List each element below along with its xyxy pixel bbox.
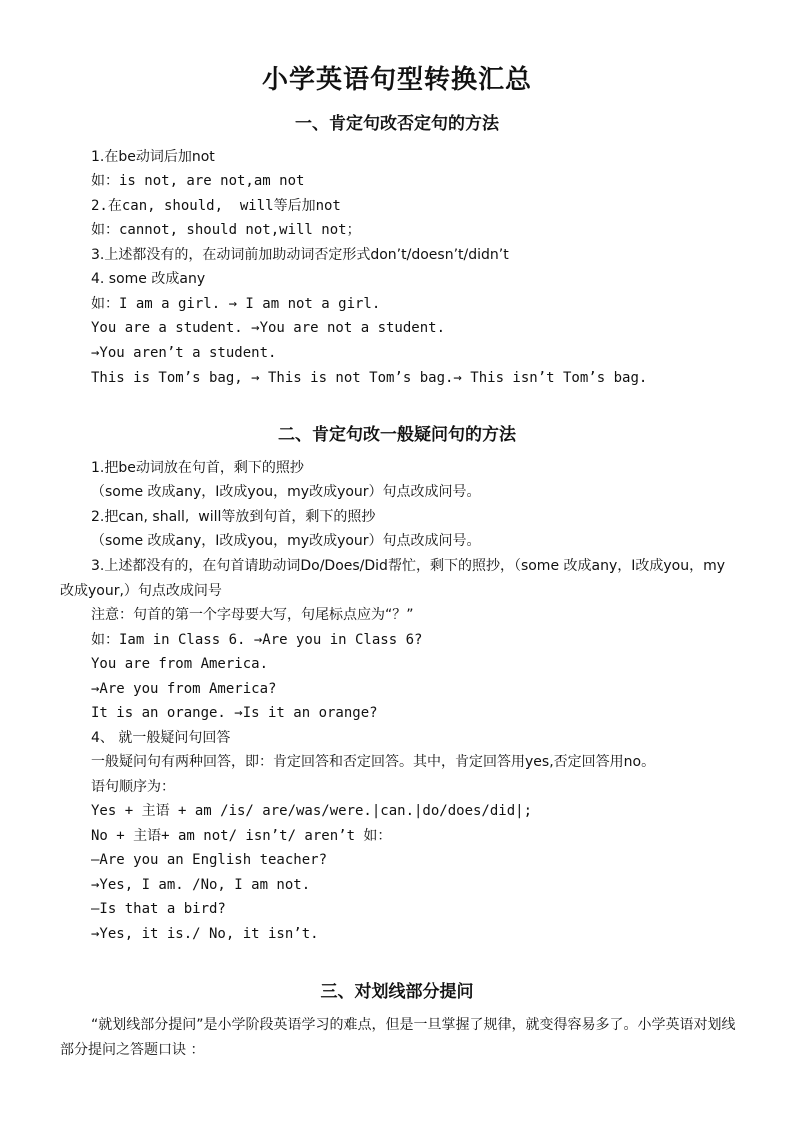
- text-line: →Yes, it is./ No, it isn’t.: [91, 926, 319, 942]
- text-line: It is an orange. →Is it an orange?: [91, 705, 378, 721]
- text-line: →Yes, I am. /No, I am not.: [91, 877, 311, 893]
- section-heading-3: 三、对划线部分提问: [320, 982, 474, 1002]
- text-line: （some 改成any，I改成you，my改成your）句点改成问号。: [91, 484, 481, 500]
- note-line: 注意：句首的第一个字母要大写，句尾标点应为“？”: [91, 607, 414, 623]
- section-heading-1: 一、肯定句改否定句的方法: [295, 114, 499, 134]
- text-line: 2.把can, shall, will等放到句首，剩下的照抄: [91, 509, 376, 525]
- text-line: This is Tom’s bag, → This is not Tom’s bag.→ This isn’t Tom’s bag.: [91, 370, 648, 386]
- text-line: （some 改成any，I改成you，my改成your）句点改成问号。: [91, 533, 481, 549]
- text-line: Yes + 主语 + am /is/ are/was/were.|can.|do/does/did|;: [91, 803, 533, 819]
- text-line: —Is that a bird?: [91, 901, 226, 917]
- text-line: You are a student. →You are not a student.: [91, 320, 446, 336]
- text-line: 4. some 改成any: [91, 271, 206, 287]
- text-line: 1.在be动词后加not: [91, 149, 215, 165]
- wrapped-paragraph: “就划线部分提问”是小学阶段英语学习的难点，但是一旦掌握了规律，就变得容易多了。小学英语对划线部分提问之答题口诀 ：: [60, 1017, 736, 1058]
- wrapped-paragraph: 3.上述都没有的，在句首请助动词Do/Does/Did帮忙，剩下的照抄，（some 改成any，I改成you，my改成your,）句点改成问号: [60, 558, 726, 599]
- text-line: 2.在can, should, will等后加not: [91, 198, 341, 214]
- text-line: 3.上述都没有的，在动词前加助动词否定形式don’t/doesn’t/didn’t: [91, 247, 509, 263]
- text-line: 如：cannot, should not,will not；: [91, 222, 361, 238]
- text-line: 1.把be动词放在句首，剩下的照抄: [91, 460, 304, 476]
- text-line: →Are you from America?: [91, 681, 277, 697]
- text-line: You are from America.: [91, 656, 269, 672]
- text-line: 如：is not, are not,am not: [91, 173, 305, 189]
- text-line: →You aren’t a student.: [91, 345, 277, 361]
- text-line: 语句顺序为：: [91, 779, 175, 795]
- text-line: No + 主语+ am not/ isn’t/ aren’t 如：: [91, 828, 392, 844]
- text-line: 4、 就一般疑问句回答: [91, 730, 231, 746]
- text-line: —Are you an English teacher?: [91, 852, 328, 868]
- section-heading-2: 二、肯定句改一般疑问句的方法: [278, 425, 516, 445]
- text-line: 一般疑问句有两种回答，即：肯定回答和否定回答。其中，肯定回答用yes,否定回答用no。: [91, 754, 656, 770]
- document-title: 小学英语句型转换汇总: [261, 65, 532, 95]
- text-line: 如：Iam in Class 6. →Are you in Class 6?: [91, 632, 423, 648]
- text-line: 如：I am a girl. → I am not a girl.: [91, 296, 381, 312]
